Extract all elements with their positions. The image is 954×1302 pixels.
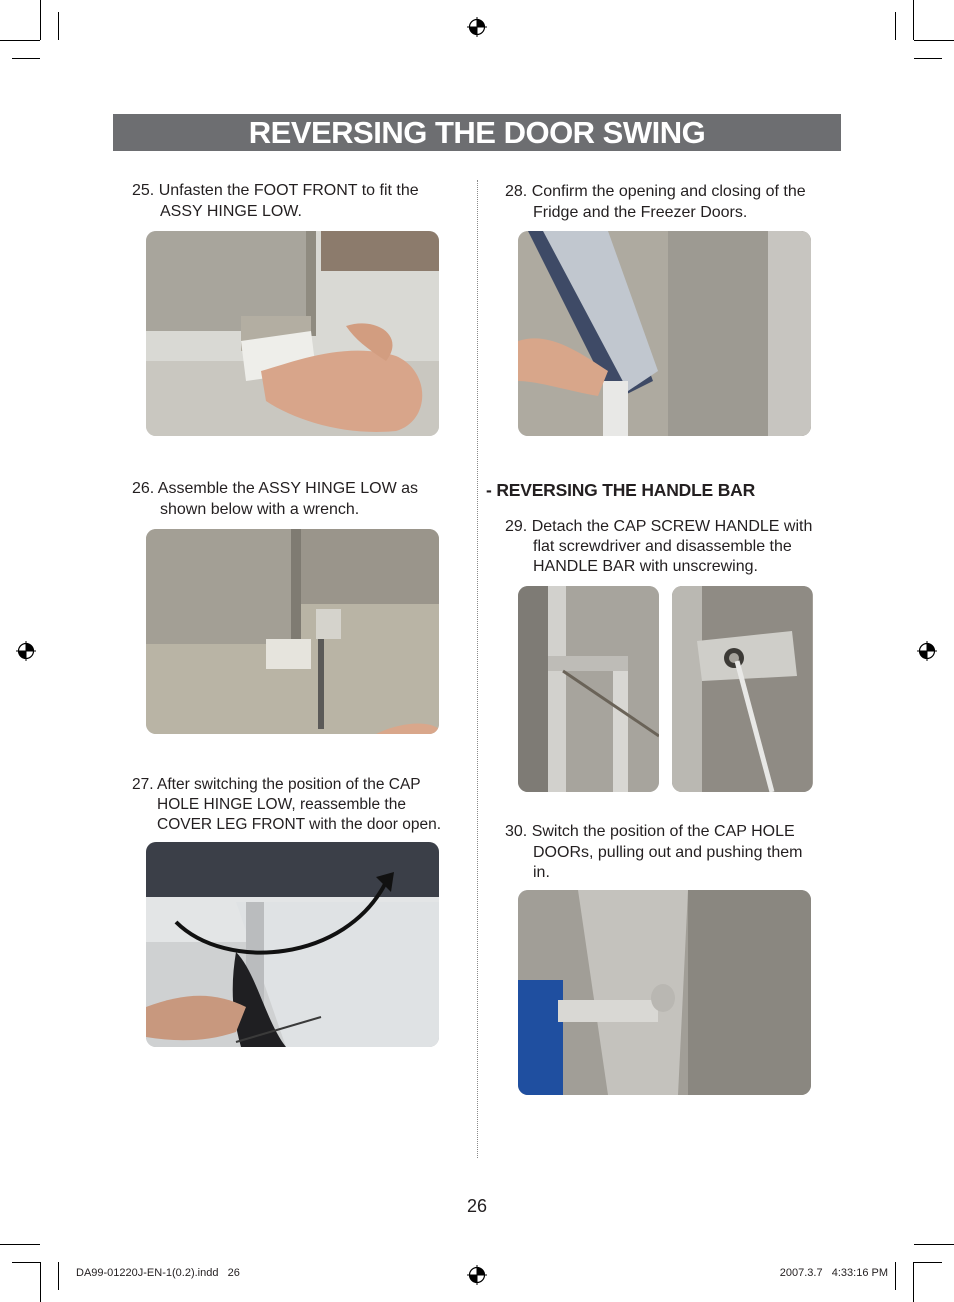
registration-mark-icon xyxy=(917,641,937,661)
section-dash: - xyxy=(486,480,492,500)
footer-timestamp: 2007.3.7 4:33:16 PM xyxy=(779,1267,888,1279)
crop-mark-icon xyxy=(40,0,41,40)
step-28-line2: Fridge and the Freezer Doors. xyxy=(533,203,748,221)
step-30-photo xyxy=(518,890,811,1095)
step-27-line2: HOLE HINGE LOW, reassemble the xyxy=(157,795,406,813)
crop-mark-icon xyxy=(58,1262,59,1290)
registration-mark-icon xyxy=(467,1265,487,1285)
step-30-line3: in. xyxy=(533,864,550,881)
step-29-line3: HANDLE BAR with unscrewing. xyxy=(533,557,758,575)
crop-mark-icon xyxy=(0,1244,40,1245)
step-28-text xyxy=(505,182,806,223)
step-29-line1: 29. Detach the CAP SCREW HANDLE with xyxy=(505,518,813,535)
registration-mark-icon xyxy=(16,641,36,661)
crop-mark-icon xyxy=(914,40,954,41)
crop-mark-icon xyxy=(913,0,914,40)
step-29-text xyxy=(505,517,812,576)
page-title: REVERSING THE DOOR SWING xyxy=(248,115,706,150)
step-27-line1: 27. After switching the position of the CAP xyxy=(132,776,421,793)
footer-file-info: DA99-01220J-EN-1(0.2).indd 26 xyxy=(76,1267,240,1279)
step-30-text xyxy=(505,822,802,884)
section-heading xyxy=(486,480,755,501)
step-26-photo xyxy=(146,529,439,734)
step-26-text xyxy=(132,479,418,520)
step-29-line2: flat screwdriver and disassemble the xyxy=(533,537,792,555)
step-25-line1: 25. Unfasten the FOOT FRONT to fit the xyxy=(132,182,419,199)
step-25-line2: ASSY HINGE LOW. xyxy=(160,202,302,220)
step-26-line2: shown below with a wrench. xyxy=(160,500,360,518)
crop-mark-icon xyxy=(914,1244,954,1245)
step-28-line1: 28. Confirm the opening and closing of the xyxy=(505,183,806,200)
step-29-photo-right xyxy=(672,586,813,792)
column-divider xyxy=(477,180,478,1158)
registration-mark-icon xyxy=(467,17,487,37)
step-30-line2: DOORs, pulling out and pushing them xyxy=(533,843,803,861)
crop-mark-icon xyxy=(0,40,40,41)
step-30-line1: 30. Switch the position of the CAP HOLE xyxy=(505,823,795,840)
step-27-photo xyxy=(146,842,439,1047)
crop-mark-icon xyxy=(12,58,40,59)
crop-mark-icon xyxy=(914,1262,942,1263)
crop-mark-icon xyxy=(40,1262,41,1302)
title-bar xyxy=(113,114,841,151)
step-25-photo xyxy=(146,231,439,436)
crop-mark-icon xyxy=(895,1262,896,1290)
section-title: REVERSING THE HANDLE BAR xyxy=(496,480,756,500)
step-26-line1: 26. Assemble the ASSY HINGE LOW as xyxy=(132,480,419,497)
step-29-photo-left xyxy=(518,586,659,792)
crop-mark-icon xyxy=(58,12,59,40)
step-25-text xyxy=(132,181,419,222)
step-27-line3: COVER LEG FRONT with the door open. xyxy=(157,815,441,833)
crop-mark-icon xyxy=(914,58,942,59)
step-27-text xyxy=(132,775,441,834)
crop-mark-icon xyxy=(12,1262,40,1263)
crop-mark-icon xyxy=(895,12,896,40)
page-number: 26 xyxy=(466,1196,488,1216)
crop-mark-icon xyxy=(913,1262,914,1302)
step-28-photo xyxy=(518,231,811,436)
